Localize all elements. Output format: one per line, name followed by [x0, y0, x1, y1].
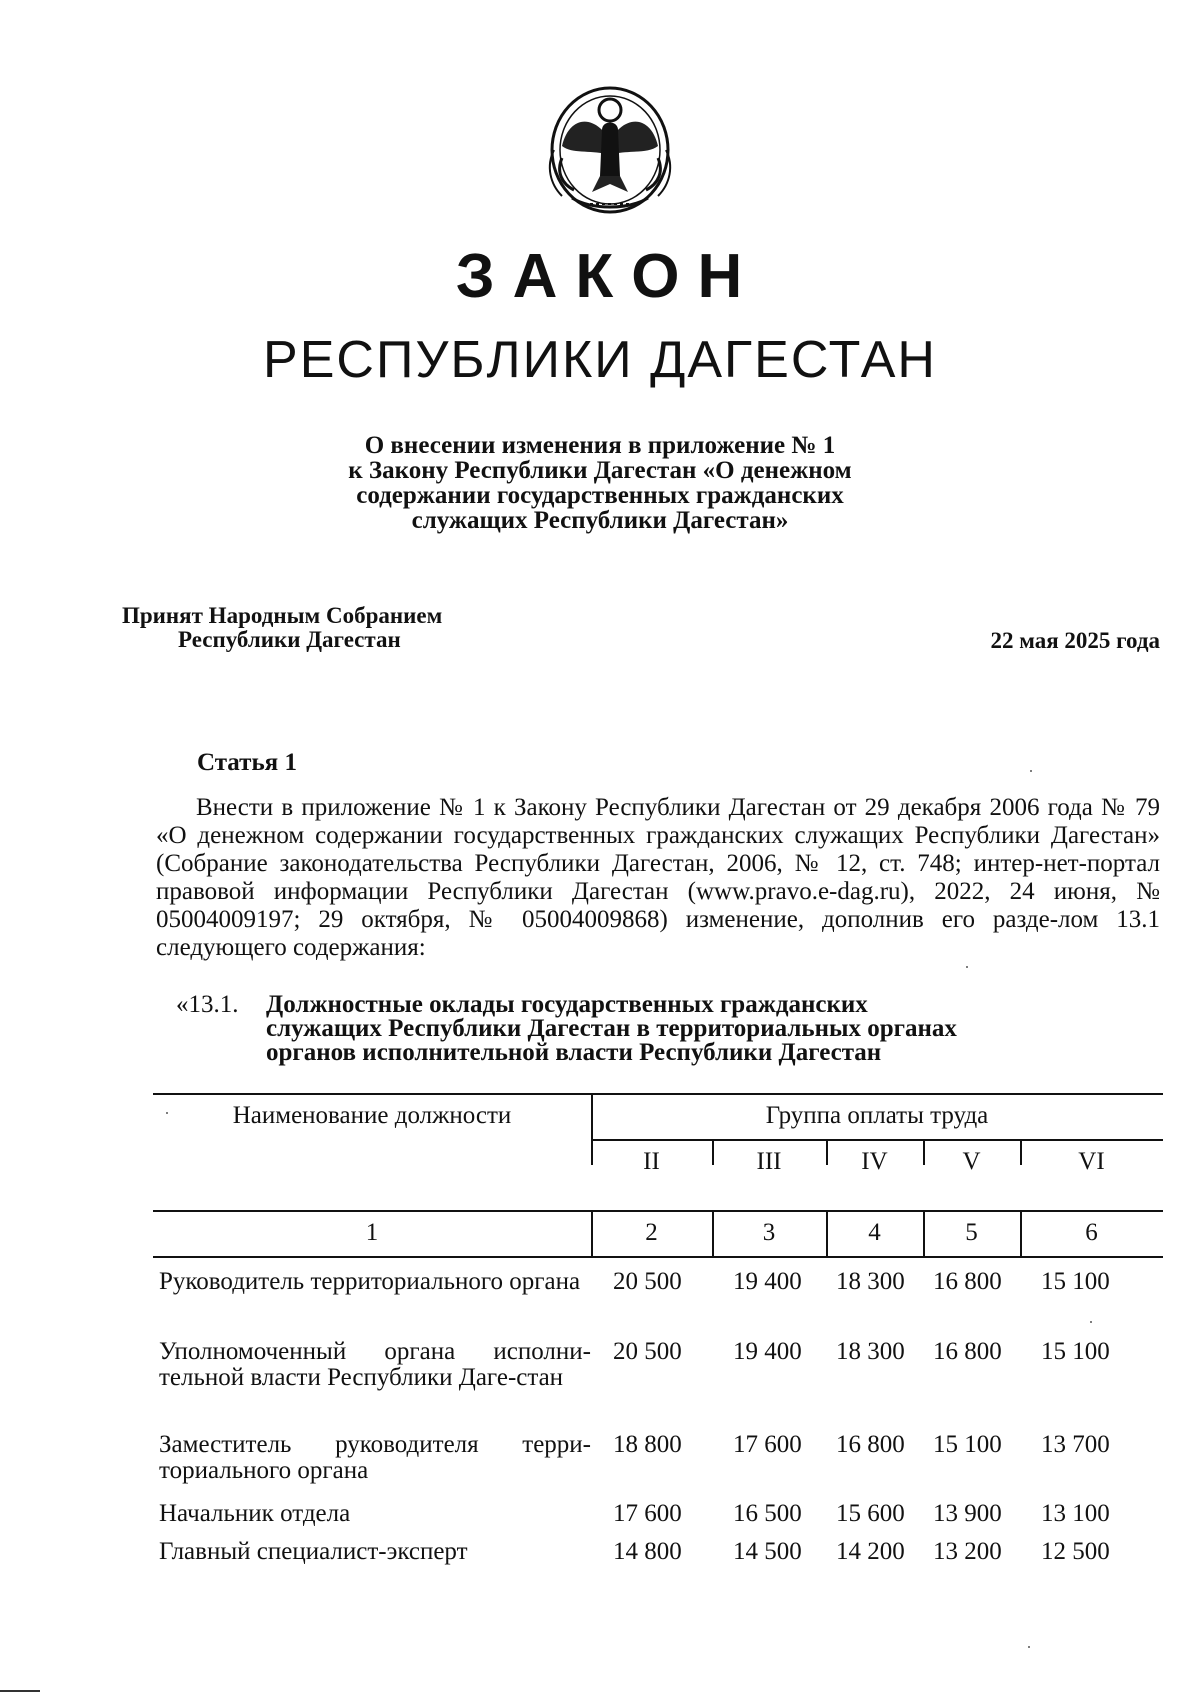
law-title: ЗАКОН: [455, 242, 761, 311]
table-cell-salary: 16 800: [933, 1268, 1002, 1295]
column-number: 4: [868, 1219, 881, 1246]
table-row-position: Заместитель руководителя терри-ториального органа: [159, 1431, 591, 1484]
subtitle-line: к Закону Республики Дагестан «О денежном: [348, 457, 852, 484]
table-cell-salary: 14 800: [613, 1538, 682, 1565]
table-cell-salary: 16 500: [733, 1500, 802, 1527]
section-number: «13.1.: [176, 991, 239, 1018]
table-row-position: Уполномоченный органа исполни-тельной власти Республики Даге-стан: [159, 1338, 591, 1391]
header-pay-group: Группа оплаты труда: [765, 1102, 989, 1129]
table-cell-salary: 19 400: [733, 1268, 802, 1295]
law-subtitle: [250, 433, 950, 533]
header-group: III: [756, 1148, 782, 1175]
table-cell-salary: 18 300: [836, 1268, 905, 1295]
column-number: 3: [762, 1219, 776, 1246]
subtitle-line: содержании государственных гражданских: [356, 482, 844, 509]
header-group: VI: [1078, 1148, 1105, 1175]
section-title-line: Должностные оклады государственных гражданских: [266, 991, 868, 1018]
column-number: 5: [965, 1219, 978, 1246]
scan-speck: [1090, 1321, 1092, 1323]
table-cell-salary: 20 500: [613, 1268, 682, 1295]
eagle-emblem-icon: [532, 80, 688, 218]
subtitle-line: служащих Республики Дагестан»: [411, 507, 789, 534]
header-position: Наименование должности: [232, 1102, 512, 1129]
scan-speck: [1028, 1646, 1030, 1648]
column-number: 6: [1085, 1219, 1098, 1246]
article-title: Статья 1: [197, 749, 297, 776]
header-group: V: [962, 1148, 981, 1175]
table-row-position: Руководитель территориального органа: [159, 1268, 581, 1295]
table-cell-salary: 20 500: [613, 1338, 682, 1365]
scan-speck: [1030, 770, 1032, 772]
coat-of-arms-emblem: [532, 80, 688, 218]
republic-title: РЕСПУБЛИКИ ДАГЕСТАН: [263, 331, 937, 389]
table-cell-salary: 16 800: [836, 1431, 905, 1458]
table-cell-salary: 15 100: [1041, 1338, 1110, 1365]
section-title-line: служащих Республики Дагестан в территориальных органах: [266, 1015, 957, 1042]
table-cell-salary: 14 200: [836, 1538, 905, 1565]
table-cell-salary: 19 400: [733, 1338, 802, 1365]
column-number: 2: [645, 1219, 658, 1246]
header-group: II: [643, 1148, 660, 1175]
table-cell-salary: 12 500: [1041, 1538, 1110, 1565]
adopted-by: [122, 604, 442, 652]
section-title: [266, 993, 957, 1065]
table-cell-salary: 17 600: [733, 1431, 802, 1458]
article-paragraph: Внести в приложение № 1 к Закону Республики Дагестан от 29 декабря 2006 года № 79 «О денежном содержании государственных гражданских служащих Республики Дагестан» (Собрание законодательства Республики Дагестан, 2006, № 12, ст. 748; интер-нет-портал правовой информации Республики Дагестан (www.pravo.e-dag.ru), 2022, 24 июня, № 05004009197; 29 октября, № 05004009868) изменение, дополнив его разде-лом 13.1 следующего содержания:: [156, 794, 1160, 961]
table-rule: [153, 1093, 1163, 1095]
table-row-position: Начальник отдела: [159, 1500, 351, 1527]
adopted-line: Принят Народным Собранием: [122, 603, 443, 628]
table-cell-salary: 13 900: [933, 1500, 1002, 1527]
table-rule: [153, 1210, 1163, 1212]
scan-edge-mark: [0, 1690, 40, 1692]
table-cell-salary: 18 300: [836, 1338, 905, 1365]
header-group: IV: [861, 1148, 888, 1175]
subtitle-line: О внесении изменения в приложение № 1: [364, 432, 836, 459]
adopted-date: 22 мая 2025 года: [990, 628, 1160, 653]
table-cell-salary: 13 700: [1041, 1431, 1110, 1458]
table-row-position: Главный специалист-эксперт: [159, 1538, 468, 1565]
table-cell-salary: 15 100: [933, 1431, 1002, 1458]
table-cell-salary: 17 600: [613, 1500, 682, 1527]
table-cell-salary: 13 200: [933, 1538, 1002, 1565]
table-rule: [591, 1139, 1163, 1141]
article-body: [156, 794, 1160, 962]
section-title-line: органов исполнительной власти Республики Дагестан: [266, 1039, 882, 1066]
table-cell-salary: 16 800: [933, 1338, 1002, 1365]
table-cell-salary: 15 100: [1041, 1268, 1110, 1295]
table-cell-salary: 14 500: [733, 1538, 802, 1565]
table-rule: [153, 1256, 1163, 1258]
table-cell-salary: 18 800: [613, 1431, 682, 1458]
column-number: 1: [365, 1219, 379, 1246]
table-cell-salary: 15 600: [836, 1500, 905, 1527]
adopted-line: Республики Дагестан: [178, 627, 401, 652]
scan-speck: [966, 966, 968, 968]
scan-speck: [166, 1112, 168, 1114]
table-cell-salary: 13 100: [1041, 1500, 1110, 1527]
